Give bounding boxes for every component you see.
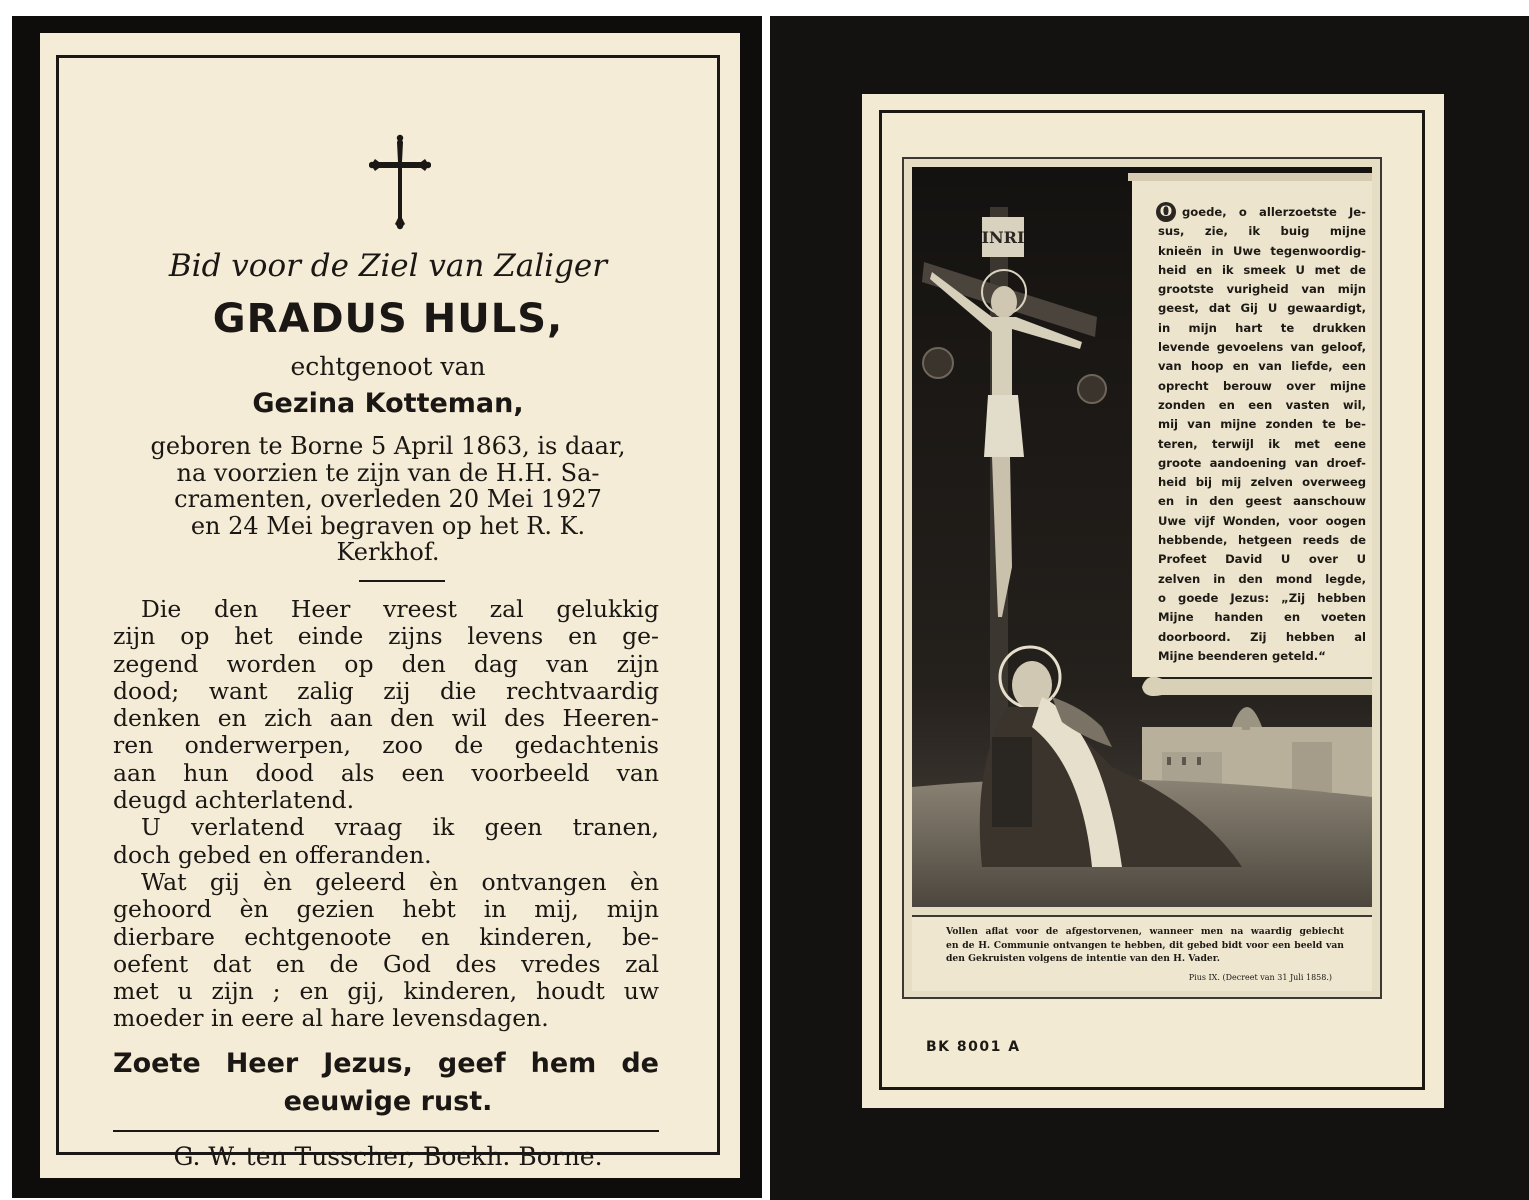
intro-line: Bid voor de Ziel van Zaliger [168,248,608,284]
spouse-intro: echtgenoot van [290,352,486,381]
indulgence-line: den Gekruisten volgens de intentie van den H. Vader. [946,953,1220,965]
prayer-text [1158,203,1366,666]
scripture-verse [113,596,659,1033]
prayer-line: geest, dat Gij U gewaardigt, [1158,301,1366,316]
verse-line: deugd achterlatend. [113,786,355,815]
prayer-line: teren, terwijl ik met eene [1158,436,1366,451]
prayer-line: sus, zie, ik buig mijne [1158,224,1366,239]
verse-line: Wat gij èn geleerd èn ontvangen èn [141,867,659,896]
drop-cap: O [1156,202,1176,222]
inner-border [56,55,720,1171]
closing-prayer-line: Zoete Heer Jezus, geef hem de [113,1048,659,1079]
prayer-line: heid en ik smeek U met de [1158,262,1366,277]
prayer-line: heid bij mij zelven overweeg [1158,475,1366,490]
card-paper [40,33,740,1178]
bio-line: Kerkhof. [336,538,440,566]
verse-line: ren onderwerpen, zoo de gedachtenis [113,731,659,760]
bio-line: cramenten, overleden 20 Mei 1927 [174,485,602,513]
verse-line: U verlatend vraag ik geen tranen, [141,813,659,842]
prayer-line: knieën in Uwe tegenwoordig- [1158,243,1366,258]
prayer-line: in mijn hart te drukken [1158,320,1366,335]
memorial-card-back [770,16,1529,1200]
bio-line: geboren te Borne 5 April 1863, is daar, [150,432,626,460]
verse-line: moeder in eere al hare levensdagen. [113,1004,549,1033]
biography [59,433,717,566]
verse-line: dierbare echtgenoote en kinderen, be- [113,922,659,951]
prayer-line: o goede Jezus: „Zij hebben [1158,590,1366,605]
prayer-line: van hoop en van liefde, een [1158,359,1366,374]
prayer-line: goede, o allerzoetste Je- [1182,205,1366,219]
verse-line: zegend worden op den dag van zijn [113,649,659,678]
indulgence-text [946,925,1344,966]
inner-border [879,110,1425,1090]
indulgence-line: Vollen aflat voor de afgestorvenen, wanneer men na waardig gebiecht [946,926,1344,937]
prayer-line: doorboord. Zij hebben al [1158,629,1366,644]
prayer-line: Uwe vijf Wonden, voor oogen [1158,513,1366,528]
bio-line: na voorzien te zijn van de H.H. Sa- [176,458,600,487]
card-paper [862,94,1444,1108]
closing-prayer-line: eeuwige rust. [283,1086,493,1117]
bio-line: en 24 Mei begraven op het R. K. [190,511,586,540]
verse-line: zijn op het einde zijns levens en ge- [113,622,659,651]
verse-line: Die den Heer vreest zal gelukkig [141,595,659,623]
catalog-number: BK 8001 A [926,1039,1021,1055]
prayer-line: groote aandoening van droef- [1158,455,1366,470]
verse-line: gehoord èn gezien hebt in mij, mijn [113,895,659,924]
divider [359,580,445,582]
devotional-picture-frame [902,157,1382,999]
deceased-name: GRADUS HULS, [212,296,564,342]
prayer-line: Mijne beenderen geteld.“ [1158,648,1326,663]
verse-line: oefent dat en de God des vredes zal [113,949,659,978]
spouse-name: Gezina Kotteman, [252,388,524,419]
verse-line: aan hun dood als een voorbeeld van [113,758,659,787]
prayer-line: Profeet David U over U [1158,552,1366,567]
prayer-line: hebbende, hetgeen reeds de [1158,533,1366,548]
indulgence-line: en de H. Communie ontvangen te hebben, dit gebed bidt voor een beeld van [946,939,1344,951]
cross-icon [369,134,431,230]
prayer-line: Mijne handen en voeten [1158,610,1366,625]
inri-title: INRI [981,228,1025,247]
prayer-line: levende gevoelens van geloof, [1158,340,1366,355]
verse-line: denken en zich aan den wil des Heeren- [113,704,659,733]
prayer-line: zelven in den mond legde, [1158,571,1366,586]
indulgence-note [912,915,1372,991]
prayer-line: grootste vurigheid van mijn [1158,282,1366,297]
prayer-line: en in den geest aanschouw [1158,494,1366,509]
prayer-line: oprecht berouw over mijne [1158,378,1366,393]
verse-line: met u zijn ; en gij, kinderen, houdt uw [113,977,659,1006]
verse-line: doch gebed en offeranden. [113,840,432,869]
printer-credit: G. W. ten Tusscher, Boekh. Borne. [173,1142,603,1171]
divider [113,1130,659,1132]
memorial-card-front [12,16,762,1198]
prayer-line: zonden en een vasten wil, [1158,397,1366,412]
decree-citation: Pius IX. (Decreet van 31 Juli 1858.) [1188,973,1332,982]
prayer-line: mij van mijne zonden te be- [1158,417,1366,432]
verse-line: dood; want zalig zij die rechtvaardig [113,676,659,705]
